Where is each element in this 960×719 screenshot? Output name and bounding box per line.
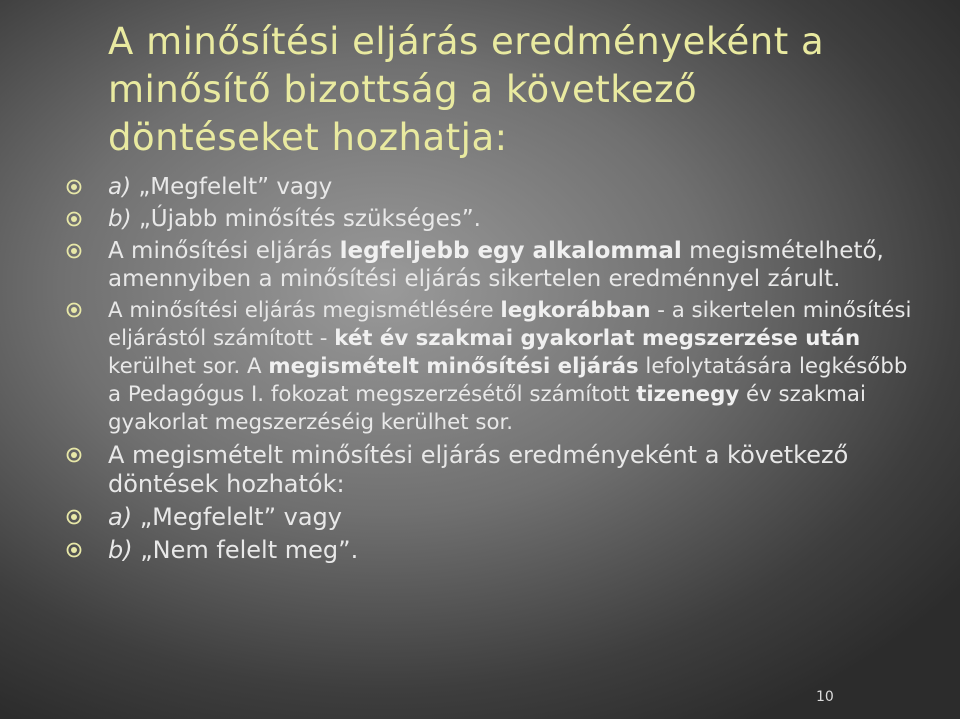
option-letter: a) [108,503,133,531]
list-item [66,441,926,499]
bold-text-run: legfeljebb egy alkalommal [339,238,682,264]
slide-title [108,18,938,162]
text-run: A megismételt minősítési eljárás eredményeként a következő döntések hozhatók: [108,441,849,498]
bold-text-run: két év szakmai gyakorlat megszerzése után [334,326,861,351]
text-run: kerülhet sor. A [108,354,269,379]
target-circle-icon [66,447,82,463]
list-item [66,205,926,233]
text-run: megismételhető, amennyiben a minősítési eljárás sikertelen eredménnyel zárult. [108,238,884,292]
list-item [66,503,926,532]
target-circle-icon [66,302,82,318]
title-line-1: A minősítési eljárás eredményeként a [108,20,825,63]
option-text: „Újabb minősítés szükséges”. [131,206,481,232]
text-run: lefolytatására legkésőbb a Pedagógus I. fokozat megszerzésétől számított [108,354,908,407]
target-circle-icon [66,509,82,525]
target-circle-icon [66,211,82,227]
bold-text-run: legkorábban [500,298,651,323]
option-letter: b) [108,536,133,564]
text-run: A minősítési eljárás megismétlésére [108,298,501,323]
list-item [66,173,926,201]
list-item [66,536,926,565]
title-line-3: döntéseket hozhatja: [108,116,508,159]
text-run: A minősítési eljárás [108,238,340,264]
option-text: „Nem felelt meg”. [132,536,359,564]
target-circle-icon [66,542,82,558]
bold-text-run: tizenegy [636,382,740,407]
option-letter: b) [108,206,132,232]
option-text: „Megfelelt” vagy [132,503,342,531]
text-run: - a sikertelen minősítési eljárástól számított - [108,298,912,351]
list-item [66,297,926,437]
target-circle-icon [66,179,82,195]
text-run: év szakmai gyakorlat megszerzéséig kerülhet sor. [108,382,866,435]
title-line-2: minősítő bizottság a következő [108,68,698,111]
bold-text-run: megismételt minősítési eljárás [268,354,639,379]
bullet-list [66,173,926,569]
option-letter: a) [108,174,132,200]
target-circle-icon [66,243,82,259]
list-item [66,237,926,293]
page-number: 10 [816,689,834,705]
option-text: „Megfelelt” vagy [131,174,333,200]
